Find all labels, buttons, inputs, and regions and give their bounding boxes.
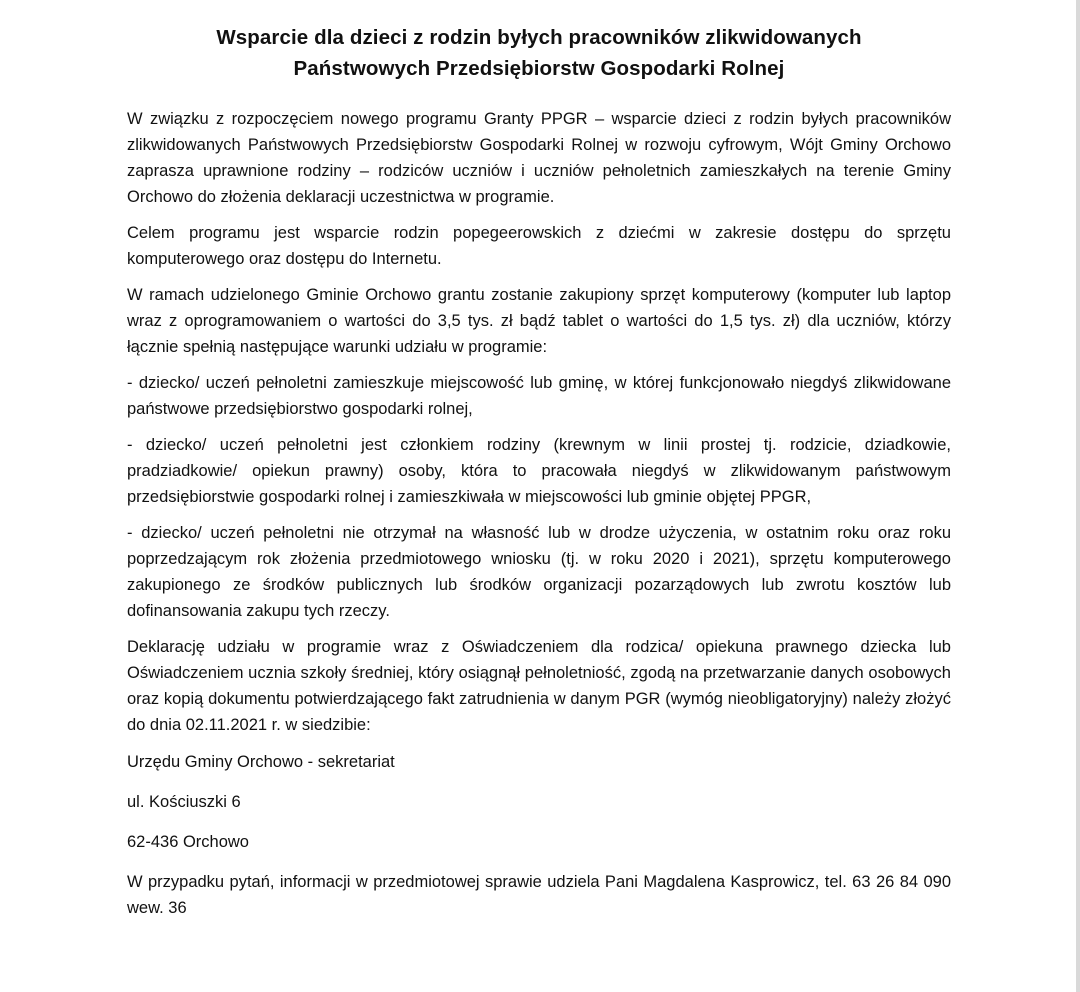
program-goal-paragraph: Celem programu jest wsparcie rodzin popegeerowskich z dziećmi w zakresie dostępu do sprzętu komputerowego oraz dostępu do Internetu. xyxy=(127,224,951,268)
grant-scope-paragraph: W ramach udzielonego Gminie Orchowo grantu zostanie zakupiony sprzęt komputerowy (komputer lub laptop wraz z oprogramowaniem o wartości do 3,5 tys. zł bądź tablet o wartości do 1,5 tys. zł) dla uczniów, którzy łącznie spełnią następujące warunki udziału w programie: xyxy=(127,286,951,356)
address-postal: 62-436 Orchowo xyxy=(127,833,249,851)
title-line-2: Państwowych Przedsiębiorstw Gospodarki Rolnej xyxy=(293,57,785,80)
address-street: ul. Kościuszki 6 xyxy=(127,793,241,811)
condition-family: - dziecko/ uczeń pełnoletni jest członkiem rodziny (krewnym w linii prostej tj. rodzicie, dziadkowie, pradziadkowie/ opiekun prawny) osoby, która to pracowała niegdyś w zlikwidowanym państwowym przedsiębiorstwie gospodarki rolnej i zamieszkiwała w miejscowości lub gminie objętej PPGR, xyxy=(127,436,951,506)
document-title xyxy=(127,22,951,84)
declaration-paragraph: Deklarację udziału w programie wraz z Oświadczeniem dla rodzica/ opiekuna prawnego dziecka lub Oświadczeniem ucznia szkoły średniej, który osiągnął pełnoletniość, zgodą na przetwarzanie danych osobowych oraz kopią dokumentu potwierdzającego fakt zatrudnienia w danym PGR (wymóg nieobligatoryjny) należy złożyć do dnia 02.11.2021 r. w siedzibie: xyxy=(127,638,951,734)
title-line-1: Wsparcie dla dzieci z rodzin byłych pracowników zlikwidowanych xyxy=(216,26,862,49)
page-edge-shadow xyxy=(1076,0,1080,992)
intro-paragraph: W związku z rozpoczęciem nowego programu Granty PPGR – wsparcie dzieci z rodzin byłych pracowników zlikwidowanych Państwowych Przedsiębiorstw Gospodarki Rolnej w rozwoju cyfrowym, Wójt Gminy Orchowo zaprasza uprawnione rodziny – rodziców uczniów i uczniów pełnoletnich zamieszkałych na terenie Gminy Orchowo do złożenia deklaracji uczestnictwa w programie. xyxy=(127,110,951,206)
condition-no-equipment: - dziecko/ uczeń pełnoletni nie otrzymał na własność lub w drodze użyczenia, w ostatnim roku oraz roku poprzedzającym rok złożenia przedmiotowego wniosku (tj. w roku 2020 i 2021), sprzętu komputerowego zakupionego ze środków publicznych lub środków organizacji pozarządowych lub zwrotu kosztów lub dofinansowania zakupu tych rzeczy. xyxy=(127,524,951,620)
contact-paragraph: W przypadku pytań, informacji w przedmiotowej sprawie udziela Pani Magdalena Kasprowicz, tel. 63 26 84 090 wew. 36 xyxy=(127,873,951,917)
address-office: Urzędu Gminy Orchowo - sekretariat xyxy=(127,753,395,771)
condition-residence: - dziecko/ uczeń pełnoletni zamieszkuje miejscowość lub gminę, w której funkcjonowało niegdyś zlikwidowane państwowe przedsiębiorstwo gospodarki rolnej, xyxy=(127,374,951,418)
document-page xyxy=(127,22,951,921)
